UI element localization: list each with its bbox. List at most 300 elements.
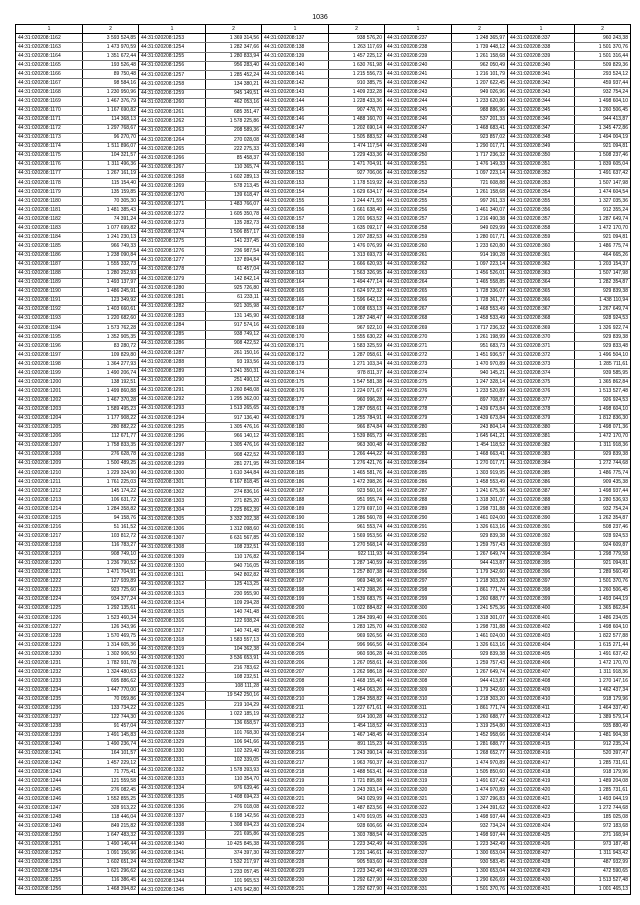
table-row [262, 569, 384, 578]
cadastral-value: 1 486 234,05 [598, 614, 628, 621]
cadastral-number: 44:31:020208:1267 [139, 164, 206, 172]
table-row [139, 99, 261, 108]
cadastral-number: 44:31:020208:1203 [16, 406, 83, 414]
table-row [385, 116, 507, 125]
cadastral-value: 1 389 579,14 [598, 714, 628, 721]
cadastral-value: 1 224 071,67 [352, 387, 382, 394]
cadastral-number: 44:31:020208:202 [262, 623, 329, 631]
cadastral-value: 101 965,53 [233, 877, 259, 884]
table-row [385, 705, 507, 714]
cadastral-number: 44:31:020208:1240 [16, 741, 83, 749]
column-header-2: 2 [478, 26, 481, 32]
table-row [385, 478, 507, 487]
cadastral-value: 1 319 254,80 [475, 723, 505, 730]
cadastral-value: 1 501 370,76 [475, 886, 505, 893]
table-row [139, 321, 261, 330]
cadastral-value: 921 305,98 [233, 303, 259, 310]
cadastral-number: 44:31:020208:1334 [139, 785, 206, 793]
table-row [508, 759, 630, 768]
cadastral-number: 44:31:020208:393 [508, 542, 575, 550]
cadastral-number: 44:31:020208:259 [385, 233, 452, 241]
cadastral-value: 1 583 325,59 [352, 342, 382, 349]
table-row [139, 516, 261, 525]
cadastral-number: 44:31:020208:1213 [16, 496, 83, 504]
table-row [508, 170, 630, 179]
cadastral-number: 44:31:020208:1320 [139, 655, 206, 663]
table-row [139, 673, 261, 682]
cadastral-value: 1 498 937,44 [598, 487, 628, 494]
cadastral-value: 1 470 970,89 [475, 360, 505, 367]
cadastral-number: 44:31:020208:1294 [139, 414, 206, 422]
table-row [139, 43, 261, 52]
cadastral-value: 1 493 137,97 [106, 279, 136, 286]
cadastral-value: 1 861 771,74 [475, 587, 505, 594]
table-row [262, 605, 384, 614]
cadastral-number: 44:31:020208:201 [262, 614, 329, 622]
table-row [139, 303, 261, 312]
table-row [139, 80, 261, 89]
cadastral-value: 923 560,16 [356, 487, 382, 494]
table-row [508, 387, 630, 396]
cadastral-value: 1 491 637,42 [598, 650, 628, 657]
cadastral-value: 943 029,99 [356, 795, 382, 802]
cadastral-value: 110 365,74 [234, 164, 259, 171]
table-row [385, 170, 507, 179]
table-row [508, 333, 630, 342]
cadastral-value: 939 585,95 [602, 369, 628, 376]
cadastral-number: 44:31:020208:317 [385, 759, 452, 767]
table-row [262, 433, 384, 442]
table-row [16, 188, 138, 197]
table-row [139, 451, 261, 460]
cadastral-value: 938 576,20 [356, 34, 382, 41]
table-row [139, 729, 261, 738]
table-row [16, 623, 138, 632]
cadastral-number: 44:31:020208:241 [385, 70, 452, 78]
cadastral-number: 44:31:020208:1310 [139, 562, 206, 570]
table-row [508, 732, 630, 741]
table-row [508, 270, 630, 279]
cadastral-value: 104 362,38 [233, 646, 259, 653]
cadastral-number: 44:31:020208:1210 [16, 469, 83, 477]
cadastral-number: 44:31:020208:266 [385, 297, 452, 305]
cadastral-number: 44:31:020208:414 [508, 732, 575, 740]
cadastral-number: 44:31:020208:1182 [16, 215, 83, 223]
cadastral-number: 44:31:020208:1318 [139, 636, 206, 644]
cadastral-number: 44:31:020208:1214 [16, 505, 83, 513]
table-row [262, 315, 384, 324]
table-row [139, 710, 261, 719]
cadastral-value: 940 716,05 [233, 562, 259, 569]
cadastral-number: 44:31:020208:165 [262, 288, 329, 296]
cadastral-number: 44:31:020208:192 [262, 532, 329, 540]
cadastral-number: 44:31:020208:1170 [16, 107, 83, 115]
table-row [385, 378, 507, 387]
cadastral-number: 44:31:020208:313 [385, 723, 452, 731]
cadastral-value: 1 229 324,90 [106, 469, 136, 476]
table-row [262, 714, 384, 723]
cadastral-number: 44:31:020208:144 [262, 97, 329, 105]
cadastral-number: 44:31:020208:1237 [16, 714, 83, 722]
table-row [262, 813, 384, 822]
cadastral-value: 1 365 862,84 [598, 605, 628, 612]
cadastral-number: 44:31:020208:347 [508, 125, 575, 133]
table-row [262, 551, 384, 560]
table-row [16, 741, 138, 750]
cadastral-number: 44:31:020208:1211 [16, 478, 83, 486]
cadastral-value: 1 498 604,10 [598, 623, 628, 630]
cadastral-value: 929 839,38 [602, 333, 628, 340]
table-row [385, 587, 507, 596]
table-row [16, 406, 138, 415]
table-row [262, 687, 384, 696]
table-row [16, 34, 138, 43]
cadastral-number: 44:31:020208:160 [262, 242, 329, 250]
cadastral-number: 44:31:020208:374 [508, 369, 575, 377]
cadastral-value: 280 882,22 [110, 424, 136, 431]
cadastral-value: 141 237,45 [233, 238, 259, 245]
cadastral-number: 44:31:020208:1241 [16, 750, 83, 758]
cadastral-value: 1 498 604,10 [598, 406, 628, 413]
table-row [508, 578, 630, 587]
cadastral-value: 1 570 469,75 [106, 632, 136, 639]
table-row [262, 542, 384, 551]
cadastral-number: 44:31:020208:1296 [139, 432, 206, 440]
cadastral-number: 44:31:020208:1175 [16, 152, 83, 160]
cadastral-value: 3 593 524,85 [106, 34, 136, 41]
cadastral-value: 1 298 731,88 [475, 623, 505, 630]
cadastral-value: 1 260 688,77 [475, 596, 505, 603]
cadastral-number: 44:31:020208:245 [385, 107, 452, 115]
cadastral-value: 1 261 158,68 [475, 52, 505, 59]
cadastral-value: 960 996,28 [356, 397, 382, 404]
table-row [139, 192, 261, 201]
cadastral-value: 140 741,48 [233, 609, 259, 616]
table-block [507, 24, 631, 895]
cadastral-value: 164 101,57 [110, 750, 136, 757]
cadastral-value: 1 610 344,84 [229, 470, 259, 477]
cadastral-value: 1 462 437,34 [598, 687, 628, 694]
cadastral-number: 44:31:020208:267 [385, 306, 452, 314]
cadastral-value: 1 511 896,07 [107, 143, 136, 150]
table-row [16, 179, 138, 188]
table-row [508, 859, 630, 868]
cadastral-number: 44:31:020208:1319 [139, 646, 206, 654]
cadastral-number: 44:31:020208:1256 [16, 886, 83, 894]
cadastral-value: 969 348,96 [356, 578, 382, 585]
cadastral-value: 1 179 342,60 [475, 687, 505, 694]
cadastral-number: 44:31:020208:151 [262, 161, 329, 169]
cadastral-value: 1 476 942,80 [229, 887, 259, 894]
table-row [16, 170, 138, 179]
cadastral-number: 44:31:020208:1276 [139, 247, 206, 255]
cadastral-number: 44:31:020208:418 [508, 768, 575, 776]
cadastral-value: 927 706,06 [356, 170, 382, 177]
cadastral-number: 44:31:020208:262 [385, 261, 452, 269]
cadastral-number: 44:31:020208:166 [262, 297, 329, 305]
table-row [16, 786, 138, 795]
cadastral-value: 1 241 230,13 [106, 233, 136, 240]
cadastral-number: 44:31:020208:385 [508, 469, 575, 477]
cadastral-number: 44:31:020208:408 [508, 677, 575, 685]
table-row [139, 432, 261, 441]
table-row [385, 596, 507, 605]
cadastral-value: 1 287 140,59 [352, 560, 382, 567]
cadastral-value: 103 812,72 [110, 532, 136, 539]
cadastral-number: 44:31:020208:1255 [139, 53, 206, 61]
cadastral-number: 44:31:020208:197 [262, 578, 329, 586]
cadastral-value: 966 874,84 [356, 424, 382, 431]
cadastral-value: 972 183,68 [602, 822, 628, 829]
table-row [385, 777, 507, 786]
table-row [16, 723, 138, 732]
cadastral-number: 44:31:020208:1317 [139, 627, 206, 635]
table-block [15, 24, 138, 895]
cadastral-value: 271 825,20 [233, 497, 259, 504]
table-row [139, 655, 261, 664]
cadastral-number: 44:31:020208:256 [385, 206, 452, 214]
cadastral-number: 44:31:020208:337 [508, 34, 575, 42]
table-row [16, 886, 138, 894]
cadastral-number: 44:31:020208:257 [385, 215, 452, 223]
cadastral-value: 1 717 236,32 [475, 324, 505, 331]
cadastral-number: 44:31:020208:247 [385, 125, 452, 133]
table-row [508, 61, 630, 70]
cadastral-value: 1 486 775,74 [598, 469, 628, 476]
cadastral-value: 963 300,48 [356, 442, 382, 449]
cadastral-number: 44:31:020208:1239 [16, 732, 83, 740]
cadastral-value: 1 267 649,74 [475, 551, 505, 558]
cadastral-value: 1 454 118,52 [476, 442, 505, 449]
cadastral-value: 1 233 520,89 [475, 387, 505, 394]
cadastral-value: 944 413,87 [479, 560, 505, 567]
cadastral-number: 44:31:020208:1282 [139, 303, 206, 311]
table-header [16, 25, 138, 34]
cadastral-value: 1 470 919,05 [352, 813, 382, 820]
cadastral-number: 44:31:020208:319 [385, 777, 452, 785]
table-row [139, 562, 261, 571]
table-row [16, 514, 138, 523]
cadastral-number: 44:31:020208:379 [508, 415, 575, 423]
cadastral-value: 1 454 118,52 [353, 723, 382, 730]
table-row [16, 578, 138, 587]
table-row [508, 351, 630, 360]
cadastral-value: 122 938,24 [233, 618, 259, 625]
cadastral-number: 44:31:020208:191 [262, 523, 329, 531]
cadastral-value: 1 282 347,66 [229, 43, 259, 50]
table-row [139, 497, 261, 506]
table-row [262, 233, 384, 242]
table-row [508, 659, 630, 668]
cadastral-value: 1 596 642,12 [352, 297, 382, 304]
cadastral-value: 1 491 637,42 [598, 170, 628, 177]
cadastral-value: 928 924,53 [602, 532, 628, 539]
cadastral-number: 44:31:020208:206 [262, 659, 329, 667]
cadastral-number: 44:31:020208:428 [508, 859, 575, 867]
cadastral-number: 44:31:020208:246 [385, 116, 452, 124]
table-row [139, 173, 261, 182]
column-header-1: 1 [139, 25, 206, 33]
table-row [139, 525, 261, 534]
cadastral-value: 1 666 620,93 [352, 261, 382, 268]
table-row [16, 315, 138, 324]
table-row [262, 841, 384, 850]
cadastral-value: 1 281 688,77 [475, 741, 505, 748]
cadastral-number: 44:31:020208:164 [262, 279, 329, 287]
cadastral-number: 44:31:020208:342 [508, 79, 575, 87]
table-row [262, 750, 384, 759]
cadastral-number: 44:31:020208:338 [508, 43, 575, 51]
cadastral-value: 520 397,47 [602, 750, 628, 757]
cadastral-value: 122 744,30 [110, 714, 136, 721]
table-row [139, 219, 261, 228]
cadastral-number: 44:31:020208:417 [508, 759, 575, 767]
cadastral-number: 44:31:020208:409 [508, 687, 575, 695]
table-row [262, 877, 384, 886]
cadastral-number: 44:31:020208:1186 [16, 252, 83, 260]
cadastral-number: 44:31:020208:1338 [139, 822, 206, 830]
cadastral-value: 1 290 626,69 [475, 877, 505, 884]
cadastral-value: 131 145,90 [233, 312, 259, 319]
cadastral-value: 1 271 103,34 [352, 360, 382, 367]
table-row [385, 333, 507, 342]
table-row [508, 70, 630, 79]
cadastral-number: 44:31:020208:1199 [16, 369, 83, 377]
table-row [16, 542, 138, 551]
cadastral-number: 44:31:020208:358 [508, 224, 575, 232]
cadastral-number: 44:31:020208:1163 [16, 43, 83, 51]
cadastral-number: 44:31:020208:388 [508, 496, 575, 504]
cadastral-value: 1 447 770,00 [106, 687, 136, 694]
table-row [262, 532, 384, 541]
cadastral-value: 1 177 908,22 [106, 415, 136, 422]
cadastral-number: 44:31:020208:139 [262, 52, 329, 60]
cadastral-number: 44:31:020208:156 [262, 206, 329, 214]
table-row [139, 766, 261, 775]
table-row [139, 701, 261, 710]
cadastral-number: 44:31:020208:244 [385, 97, 452, 105]
table-row [16, 732, 138, 741]
table-row [139, 488, 261, 497]
table-row [16, 116, 138, 125]
table-row [508, 451, 630, 460]
column-header-2: 2 [601, 26, 604, 32]
table-row [385, 52, 507, 61]
cadastral-value: 1 287 649,74 [598, 215, 628, 222]
cadastral-value: 462 053,16 [233, 99, 259, 106]
cadastral-number: 44:31:020208:230 [262, 877, 329, 885]
cadastral-number: 44:31:020208:238 [385, 43, 452, 51]
cadastral-value: 121 559,58 [110, 777, 136, 784]
cadastral-value: 89 750,48 [113, 70, 136, 77]
table-row [385, 406, 507, 415]
table-row [508, 288, 630, 297]
table-row [508, 696, 630, 705]
cadastral-value: 185 025,08 [602, 813, 628, 820]
cadastral-value: 1 501 316,44 [598, 52, 628, 59]
table-row [16, 134, 138, 143]
cadastral-value: 1 486 775,74 [598, 242, 628, 249]
cadastral-value: 193 526,48 [110, 61, 136, 68]
cadastral-number: 44:31:020208:175 [262, 378, 329, 386]
cadastral-value: 1 311 918,36 [599, 442, 628, 449]
cadastral-number: 44:31:020208:138 [262, 43, 329, 51]
cadastral-number: 44:31:020208:219 [262, 777, 329, 785]
cadastral-number: 44:31:020208:1194 [16, 324, 83, 332]
cadastral-number: 44:31:020208:286 [385, 478, 452, 486]
cadastral-value: 921 094,81 [602, 143, 628, 150]
table-row [16, 288, 138, 297]
table-row [508, 224, 630, 233]
cadastral-number: 44:31:020208:1262 [139, 117, 206, 125]
table-row [16, 52, 138, 61]
cadastral-value: 918 179,96 [602, 696, 628, 703]
table-row [385, 206, 507, 215]
table-row [139, 229, 261, 238]
table-row [385, 88, 507, 97]
cadastral-number: 44:31:020208:222 [262, 804, 329, 812]
table-row [139, 201, 261, 210]
table-row [262, 134, 384, 143]
cadastral-number: 44:31:020208:431 [508, 886, 575, 894]
table-row [262, 242, 384, 251]
table-row [262, 886, 384, 894]
cadastral-number: 44:31:020208:1219 [16, 551, 83, 559]
cadastral-value: 1 318 301,07 [475, 496, 505, 503]
cadastral-number: 44:31:020208:1187 [16, 261, 83, 269]
cadastral-value: 997 261,33 [479, 197, 505, 204]
cadastral-number: 44:31:020208:1234 [16, 687, 83, 695]
table-row [508, 542, 630, 551]
cadastral-value: 1 438 110,94 [599, 297, 628, 304]
cadastral-number: 44:31:020208:1257 [139, 71, 206, 79]
cadastral-value: 1 285 452,24 [229, 71, 259, 78]
cadastral-number: 44:31:020208:1260 [139, 99, 206, 107]
cadastral-value: 1 227 671,61 [352, 705, 382, 712]
table-row [139, 377, 261, 386]
table-row [139, 284, 261, 293]
cadastral-number: 44:31:020208:368 [508, 315, 575, 323]
table-row [385, 532, 507, 541]
cadastral-number: 44:31:020208:315 [385, 741, 452, 749]
cadastral-number: 44:31:020208:248 [385, 134, 452, 142]
cadastral-number: 44:31:020208:1264 [139, 136, 206, 144]
table-block [384, 24, 507, 895]
cadastral-number: 44:31:020208:1230 [16, 650, 83, 658]
cadastral-number: 44:31:020208:1201 [16, 387, 83, 395]
cadastral-value: 910 385,75 [356, 79, 382, 86]
cadastral-value: 909 435,38 [602, 478, 628, 485]
table-row [508, 43, 630, 52]
cadastral-value: 1 456 526,01 [475, 270, 505, 277]
table-row [262, 288, 384, 297]
cadastral-number: 44:31:020208:395 [508, 560, 575, 568]
table-row [262, 578, 384, 587]
cadastral-number: 44:31:020208:147 [262, 125, 329, 133]
cadastral-value: 1 284 358,82 [106, 505, 136, 512]
cadastral-number: 44:31:020208:1321 [139, 664, 206, 672]
cadastral-value: 1 457 229,12 [106, 759, 136, 766]
cadastral-number: 44:31:020208:1255 [16, 877, 83, 885]
table-row [16, 687, 138, 696]
table-row [16, 505, 138, 514]
table-row [262, 623, 384, 632]
cadastral-number: 44:31:020208:249 [385, 143, 452, 151]
cadastral-number: 44:31:020208:1263 [139, 127, 206, 135]
table-row [385, 514, 507, 523]
cadastral-number: 44:31:020208:1248 [16, 813, 83, 821]
cadastral-value: 1 247 328,14 [475, 378, 505, 385]
